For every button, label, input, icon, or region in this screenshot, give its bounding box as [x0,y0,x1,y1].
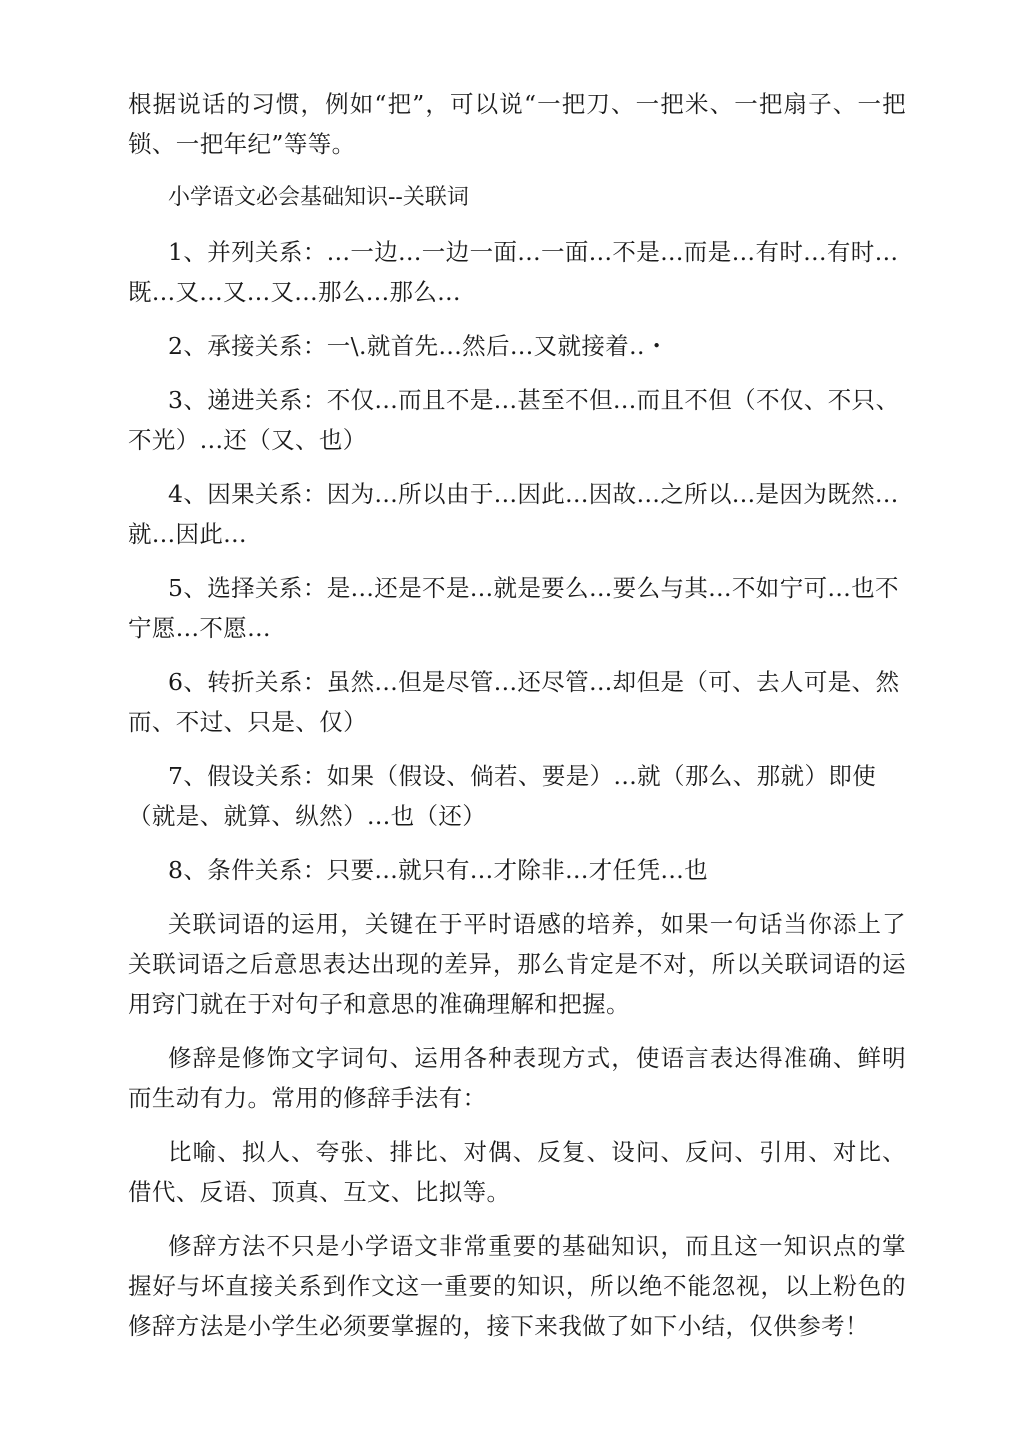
relation-item-causal: 4、因果关系：因为...所以由于...因此...因故...之所以...是因为既然...就...因此... [128,480,899,548]
relation-item-hypothetical: 7、假设关系：如果（假设、倘若、要是）...就（那么、那就）即使（就是、就算、纵然）...也（还） [128,762,877,830]
relation-item-parallel: 1、并列关系：...一边...一边一面...一面...不是...而是…有时...有时...既...又...又...又...那么...那么... [128,238,899,306]
relation-item-choice: 5、选择关系：是...还是不是...就是要么...要么与其...不如宁可...也不宁愿...不愿... [128,574,899,642]
document-page [128,84,906,1360]
intro-paragraph: 根据说话的习惯，例如“把”，可以说“一把刀、一把米、一把扇子、一把锁、一把年纪”等等。 [128,90,906,158]
closing-paragraph: 修辞方法不只是小学语文非常重要的基础知识，而且这一知识点的掌握好与坏直接关系到作文这一重要的知识，所以绝不能忽视，以上粉色的修辞方法是小学生必须要掌握的，接下来我做了如下小结，仅供参考！ [128,1232,906,1340]
rhetoric-list-paragraph: 比喻、拟人、夸张、排比、对偶、反复、设问、反问、引用、对比、借代、反语、顶真、互文、比拟等。 [128,1138,906,1206]
usage-paragraph: 关联词语的运用，关键在于平时语感的培养，如果一句话当你添上了关联词语之后意思表达出现的差异，那么肯定是不对，所以关联词语的运用窍门就在于对句子和意思的准确理解和把握。 [128,910,906,1018]
relation-item-conditional: 8、条件关系：只要...就只有...才除非...才任凭...也 [168,856,708,884]
relation-item-adversative: 6、转折关系：虽然...但是尽管...还尽管...却但是（可、去人可是、然而、不过、只是、仅） [128,668,900,736]
section-heading: 小学语文必会基础知识--关联词 [168,185,469,210]
relation-item-progressive: 3、递进关系：不仅...而且不是...甚至不但...而且不但（不仅、不只、不光）...还（又、也） [128,386,900,454]
rhetoric-paragraph: 修辞是修饰文字词句、运用各种表现方式，使语言表达得准确、鲜明而生动有力。常用的修辞手法有： [128,1044,906,1112]
relation-item-sequential: 2、承接关系：一\.就首先...然后...又就接着..・ [168,332,669,360]
